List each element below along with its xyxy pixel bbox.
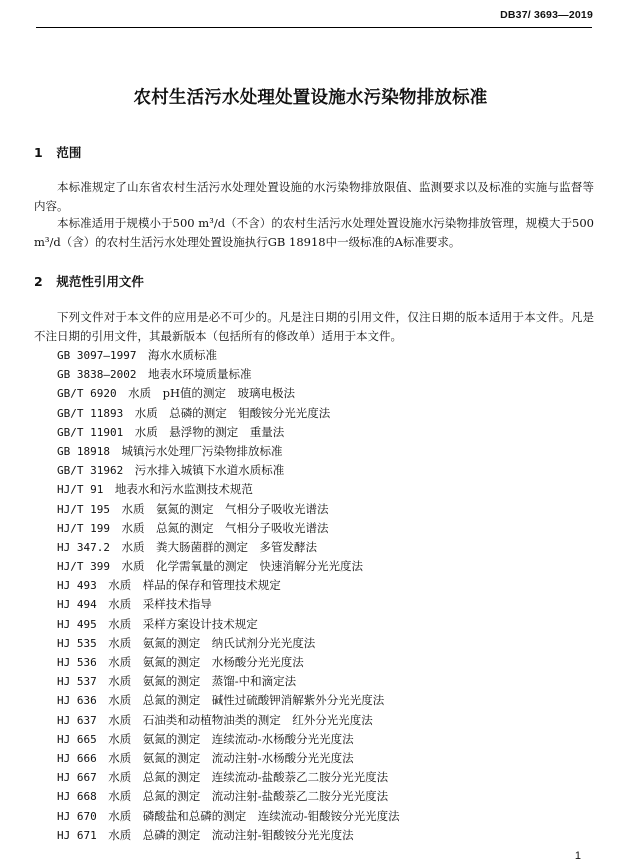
reference-code: HJ 535 — [57, 636, 97, 650]
reference-item — [57, 768, 400, 787]
reference-title: 水质 总氮的测定 碱性过硫酸钾消解紫外分光光度法 — [108, 693, 385, 708]
reference-title: 水质 化学需氧量的测定 快速消解分光光度法 — [121, 559, 363, 574]
reference-item — [57, 461, 400, 480]
reference-title: 水质 氨氮的测定 流动注射-水杨酸分光光度法 — [108, 750, 354, 765]
reference-title: 水质 采样方案设计技术规定 — [108, 616, 258, 631]
reference-title: 水质 采样技术指导 — [108, 597, 212, 612]
reference-item — [57, 615, 400, 634]
reference-item — [57, 730, 400, 749]
section-1-title: 范围 — [56, 145, 82, 160]
reference-item — [57, 711, 400, 730]
section-1-paragraph-1: 本标准规定了山东省农村生活污水处理处置设施的水污染物排放限值、监测要求以及标准的实施与监督等内容。 — [34, 180, 594, 213]
reference-title: 水质 氨氮的测定 连续流动-水杨酸分光光度法 — [108, 731, 354, 746]
reference-item — [57, 538, 400, 557]
reference-code: HJ/T 199 — [57, 521, 110, 535]
reference-title: 水质 总氮的测定 连续流动-盐酸萘乙二胺分光光度法 — [108, 770, 389, 785]
header-divider — [36, 27, 592, 28]
section-2-intro: 下列文件对于本文件的应用是必不可少的。凡是注日期的引用文件，仅注日期的版本适用于本文件。凡是不注日期的引用文件，其最新版本（包括所有的修改单）适用于本文件。 — [34, 310, 594, 343]
reference-code: HJ 537 — [57, 675, 97, 689]
reference-item — [57, 807, 400, 826]
document-title: 农村生活污水处理处置设施水污染物排放标准 — [133, 88, 488, 108]
section-1-heading — [34, 143, 81, 161]
reference-title: 水质 pH值的测定 玻璃电极法 — [128, 386, 295, 401]
reference-item — [57, 826, 400, 845]
reference-item — [57, 787, 400, 806]
reference-title: 水质 悬浮物的测定 重量法 — [134, 424, 285, 439]
reference-code: HJ 495 — [57, 617, 97, 631]
reference-title: 水质 样品的保存和管理技术规定 — [108, 578, 281, 593]
section-2-number: 2 — [34, 274, 43, 289]
reference-item — [57, 576, 400, 595]
reference-code: HJ 494 — [57, 598, 97, 612]
reference-item — [57, 384, 400, 403]
reference-code: HJ 347.2 — [57, 540, 110, 554]
reference-item — [57, 672, 400, 691]
reference-title: 污水排入城镇下水道水质标准 — [134, 463, 285, 478]
reference-item — [57, 749, 400, 768]
reference-item — [57, 634, 400, 653]
reference-title: 地表水环境质量标准 — [147, 367, 252, 382]
reference-title: 水质 总磷的测定 钼酸铵分光光度法 — [134, 405, 331, 420]
reference-code: HJ 493 — [57, 579, 97, 593]
reference-item — [57, 365, 400, 384]
reference-title: 水质 总氮的测定 流动注射-盐酸萘乙二胺分光光度法 — [108, 789, 389, 804]
reference-code: HJ 665 — [57, 732, 97, 746]
section-1-number: 1 — [34, 145, 43, 160]
reference-title: 海水水质标准 — [147, 348, 217, 362]
reference-item — [57, 519, 400, 538]
reference-item — [57, 423, 400, 442]
document-code: DB37/ 3693—2019 — [500, 9, 593, 21]
reference-title: 水质 氨氮的测定 气相分子吸收光谱法 — [121, 501, 329, 516]
reference-title: 水质 总氮的测定 气相分子吸收光谱法 — [121, 520, 329, 535]
reference-item — [57, 653, 400, 672]
reference-code: GB/T 11893 — [57, 406, 124, 420]
reference-item — [57, 442, 400, 461]
reference-code: HJ 636 — [57, 694, 97, 708]
reference-title: 水质 总磷的测定 流动注射-钼酸铵分光光度法 — [108, 827, 354, 842]
reference-code: HJ 671 — [57, 828, 97, 842]
reference-code: HJ/T 195 — [57, 502, 110, 516]
reference-item — [57, 691, 400, 710]
reference-list — [57, 346, 400, 845]
reference-code: HJ 670 — [57, 809, 97, 823]
reference-item — [57, 346, 400, 365]
reference-code: GB/T 11901 — [57, 425, 124, 439]
reference-title: 水质 氨氮的测定 纳氏试剂分光光度法 — [108, 635, 316, 650]
section-2-heading — [34, 272, 144, 290]
page-number: 1 — [574, 850, 581, 862]
reference-code: GB 3838—2002 — [57, 368, 137, 382]
reference-code: HJ/T 399 — [57, 560, 110, 574]
reference-code: GB/T 6920 — [57, 387, 117, 401]
reference-item — [57, 480, 400, 499]
reference-title: 水质 粪大肠菌群的测定 多管发酵法 — [121, 539, 317, 554]
reference-item — [57, 557, 400, 576]
reference-title: 水质 石油类和动植物油类的测定 红外分光光度法 — [108, 712, 373, 727]
reference-item — [57, 595, 400, 614]
section-1-paragraph-2: 本标准适用于规模小于500 m³/d（不含）的农村生活污水处理处置设施水污染物排放管理，规模大于500 m³/d（含）的农村生活污水处理处置设施执行GB 18918中一级标准的A标准要求。 — [34, 216, 594, 249]
reference-code: GB 18918 — [57, 444, 110, 458]
reference-code: HJ 637 — [57, 713, 97, 727]
reference-title: 水质 磷酸盐和总磷的测定 连续流动-钼酸铵分光光度法 — [108, 808, 400, 823]
reference-item — [57, 404, 400, 423]
reference-code: HJ 666 — [57, 751, 97, 765]
reference-title: 水质 氨氮的测定 水杨酸分光光度法 — [108, 655, 304, 669]
section-2-title: 规范性引用文件 — [56, 274, 144, 289]
reference-title: 地表水和污水监测技术规范 — [114, 482, 253, 497]
reference-code: GB 3097—1997 — [57, 349, 137, 362]
reference-code: GB/T 31962 — [57, 464, 124, 478]
reference-title: 水质 氨氮的测定 蒸馏-中和滴定法 — [108, 674, 297, 689]
reference-title: 城镇污水处理厂污染物排放标准 — [121, 443, 283, 458]
reference-item — [57, 500, 400, 519]
reference-code: HJ 668 — [57, 790, 97, 804]
reference-code: HJ 667 — [57, 771, 97, 785]
reference-code: HJ/T 91 — [57, 483, 104, 497]
reference-code: HJ 536 — [57, 656, 97, 669]
